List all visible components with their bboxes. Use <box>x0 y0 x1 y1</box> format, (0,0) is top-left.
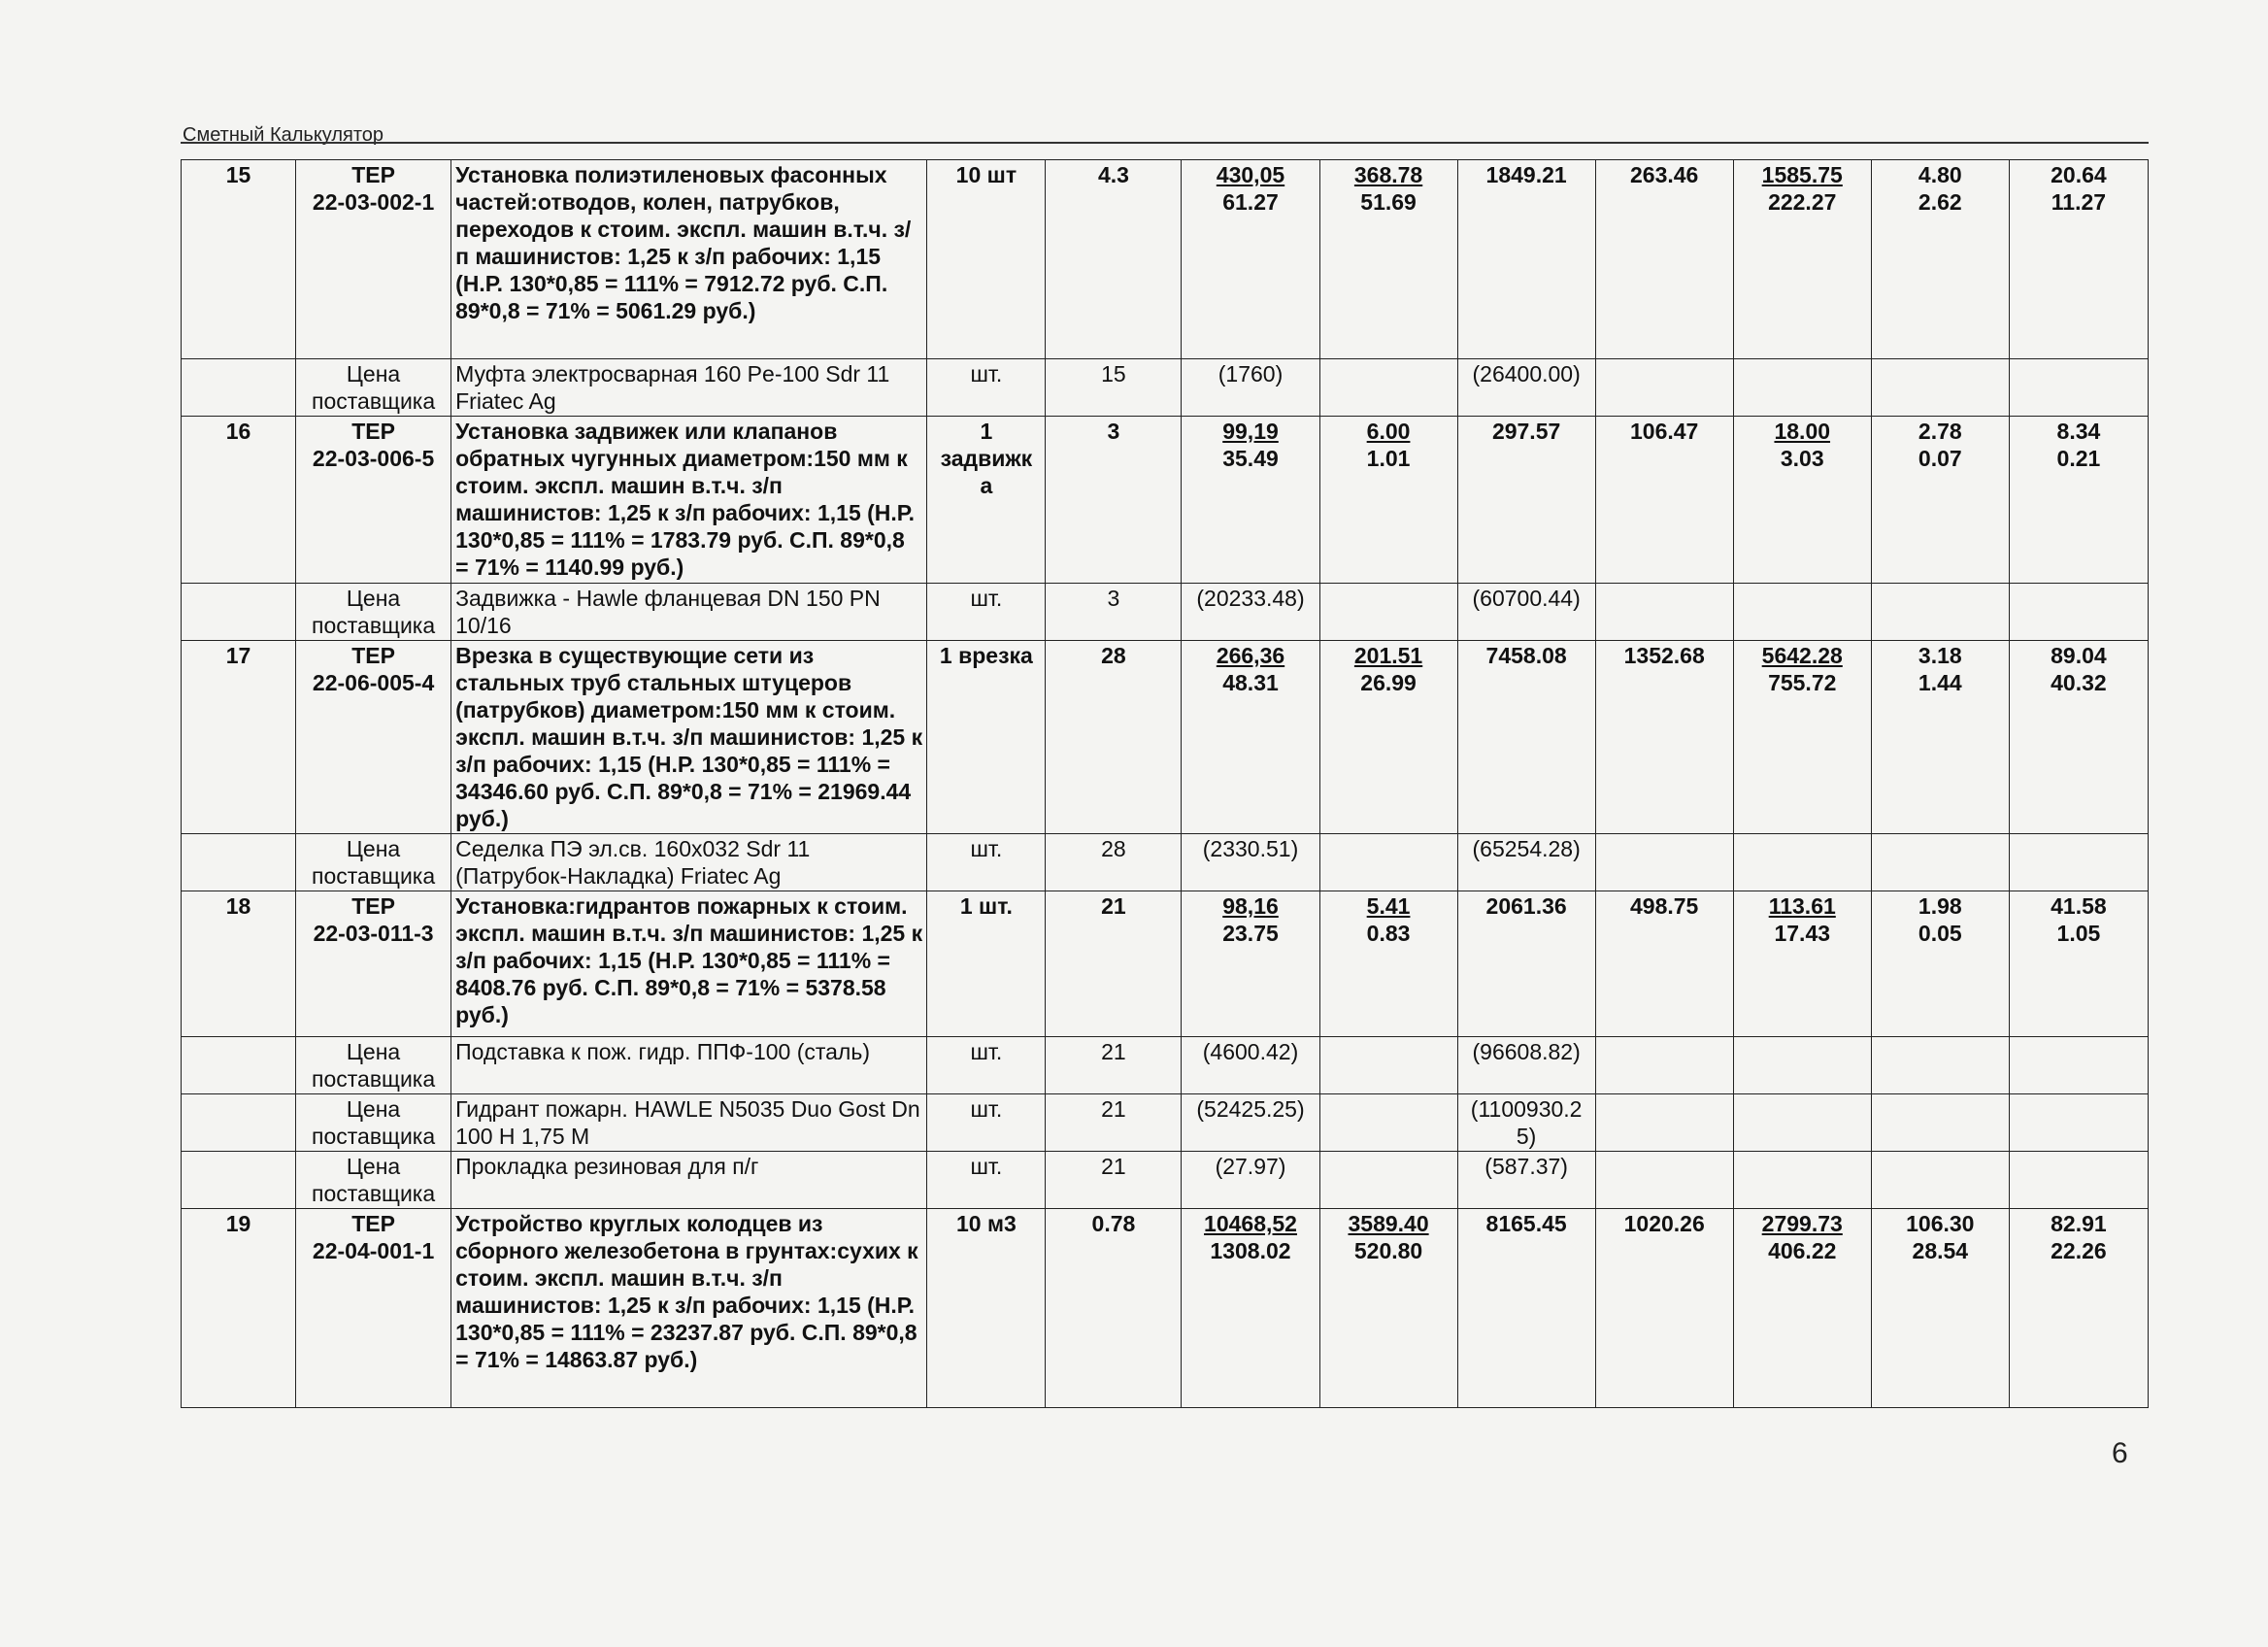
labor-total-cell <box>2009 1209 2148 1408</box>
estimate-item-row <box>182 1209 2149 1408</box>
empty-cell <box>1871 1037 2009 1094</box>
total-cost-cell: (587.37) <box>1457 1152 1595 1209</box>
empty-cell <box>1871 1152 2009 1209</box>
machine-cost-cell-bottom: 520.80 <box>1353 1238 1423 1263</box>
unit-price-cell: (27.97) <box>1182 1152 1319 1209</box>
machine-cost-cell-top: 5.41 <box>1366 893 1411 919</box>
unit-cell: 1 шт. <box>927 891 1046 1037</box>
labor-unit-cell-bottom: 0.05 <box>1918 921 1962 946</box>
empty-cell <box>1319 1094 1457 1152</box>
quantity-cell: 21 <box>1046 1037 1182 1094</box>
unit-price-cell: (2330.51) <box>1182 834 1319 891</box>
empty-cell <box>1595 584 1733 641</box>
item-description-cell: Гидрант пожарн. HAWLE N5035 Duo Gost Dn 100 H 1,75 M <box>451 1094 927 1152</box>
machine-total-cell-bottom: 3.03 <box>1780 446 1824 471</box>
unit-price-cell: (52425.25) <box>1182 1094 1319 1152</box>
item-description-cell: Подставка к пож. гидр. ППФ-100 (сталь) <box>451 1037 927 1094</box>
machine-total-cell <box>1733 417 1871 584</box>
total-cost-cell: (60700.44) <box>1457 584 1595 641</box>
machine-cost-cell <box>1319 417 1457 584</box>
machine-cost-cell <box>1319 641 1457 834</box>
unit-price-cell: (4600.42) <box>1182 1037 1319 1094</box>
quantity-cell: 3 <box>1046 584 1182 641</box>
wages-cell: 498.75 <box>1595 891 1733 1037</box>
machine-cost-cell-bottom: 26.99 <box>1360 670 1417 695</box>
wages-cell: 263.46 <box>1595 160 1733 359</box>
rate-code-cell: ТЕР 22-03-011-3 <box>296 891 451 1037</box>
labor-unit-cell <box>1871 160 2009 359</box>
unit-cost-cell-bottom: 23.75 <box>1222 921 1279 946</box>
item-description-cell: Устройство круглых колодцев из сборного железобетона в грунтах:сухих к стоим. экспл. машин в.т.ч. з/п машинистов: 1,25 к з/п рабочих: 1,15 (Н.Р. 130*0,85 = 111% = 23237.87 руб. С.П. 89*0,8 = 71% = 14863.87 руб.) <box>451 1209 927 1408</box>
machine-total-cell-top: 2799.73 <box>1761 1211 1843 1236</box>
estimate-item-row <box>182 641 2149 834</box>
quantity-cell: 15 <box>1046 359 1182 417</box>
supplier-price-row <box>182 1094 2149 1152</box>
unit-cost-cell-top: 10468,52 <box>1204 1211 1297 1236</box>
supplier-price-row <box>182 1037 2149 1094</box>
labor-total-cell-bottom: 22.26 <box>2051 1238 2107 1263</box>
empty-cell <box>1595 834 1733 891</box>
item-description-cell: Установка задвижек или клапанов обратных чугунных диаметром:150 мм к стоим. экспл. машин в.т.ч. з/п машинистов: 1,25 к з/п рабочих: 1,15 (Н.Р. 130*0,85 = 111% = 1783.79 руб. С.П. 89*0,8 = 71% = 1140.99 руб.) <box>451 417 927 584</box>
total-cost-cell: 2061.36 <box>1457 891 1595 1037</box>
unit-cell: шт. <box>927 359 1046 417</box>
unit-price-cell: (20233.48) <box>1182 584 1319 641</box>
machine-cost-cell <box>1319 1209 1457 1408</box>
unit-cell: шт. <box>927 1094 1046 1152</box>
machine-total-cell-bottom: 17.43 <box>1774 921 1831 946</box>
row-number-cell <box>182 834 296 891</box>
empty-cell <box>1319 1152 1457 1209</box>
row-number-cell <box>182 1152 296 1209</box>
labor-unit-cell-top: 3.18 <box>1918 643 1962 668</box>
labor-unit-cell-top: 106.30 <box>1906 1211 1975 1236</box>
unit-cell: 10 шт <box>927 160 1046 359</box>
estimate-table <box>181 159 2149 1408</box>
quantity-cell: 21 <box>1046 891 1182 1037</box>
machine-total-cell-top: 18.00 <box>1774 419 1831 444</box>
unit-cell: шт. <box>927 834 1046 891</box>
unit-cost-cell <box>1182 641 1319 834</box>
empty-cell <box>1871 359 2009 417</box>
labor-total-cell <box>2009 641 2148 834</box>
labor-unit-cell-top: 4.80 <box>1918 162 1962 187</box>
rate-code-cell: ТЕР 22-06-005-4 <box>296 641 451 834</box>
wages-cell: 1020.26 <box>1595 1209 1733 1408</box>
total-cost-cell: 1849.21 <box>1457 160 1595 359</box>
unit-cost-cell-top: 430,05 <box>1216 162 1285 187</box>
rate-code-cell: Цена поставщика <box>296 1094 451 1152</box>
empty-cell <box>2009 1152 2148 1209</box>
labor-unit-cell-bottom: 1.44 <box>1918 670 1962 695</box>
rate-code-cell: Цена поставщика <box>296 359 451 417</box>
rate-code-cell: ТЕР 22-04-001-1 <box>296 1209 451 1408</box>
machine-cost-cell-bottom: 0.83 <box>1366 921 1411 946</box>
quantity-cell: 21 <box>1046 1094 1182 1152</box>
total-cost-cell: 297.57 <box>1457 417 1595 584</box>
quantity-cell: 4.3 <box>1046 160 1182 359</box>
machine-total-cell-bottom: 406.22 <box>1768 1238 1837 1263</box>
labor-unit-cell <box>1871 641 2009 834</box>
unit-cost-cell-top: 99,19 <box>1222 419 1279 444</box>
labor-total-cell-bottom: 11.27 <box>2051 189 2107 215</box>
supplier-price-row <box>182 1152 2149 1209</box>
row-number-cell <box>182 584 296 641</box>
row-number-cell: 18 <box>182 891 296 1037</box>
wages-cell: 106.47 <box>1595 417 1733 584</box>
page-number: 6 <box>2112 1437 2128 1469</box>
empty-cell <box>1319 359 1457 417</box>
unit-cost-cell-bottom: 48.31 <box>1222 670 1279 695</box>
empty-cell <box>2009 834 2148 891</box>
empty-cell <box>1733 584 1871 641</box>
machine-total-cell-bottom: 755.72 <box>1768 670 1837 695</box>
machine-cost-cell-top: 6.00 <box>1366 419 1411 444</box>
empty-cell <box>1733 1094 1871 1152</box>
unit-price-cell: (1760) <box>1182 359 1319 417</box>
total-cost-cell: 7458.08 <box>1457 641 1595 834</box>
unit-cost-cell <box>1182 417 1319 584</box>
labor-total-cell-top: 8.34 <box>2056 419 2101 444</box>
unit-cost-cell-top: 98,16 <box>1222 893 1279 919</box>
labor-total-cell <box>2009 160 2148 359</box>
rate-code-cell: ТЕР 22-03-002-1 <box>296 160 451 359</box>
unit-cost-cell-bottom: 61.27 <box>1222 189 1279 215</box>
item-description-cell: Задвижка - Hawle фланцевая DN 150 PN 10/16 <box>451 584 927 641</box>
empty-cell <box>1595 1037 1733 1094</box>
labor-unit-cell-bottom: 2.62 <box>1918 189 1962 215</box>
machine-total-cell <box>1733 160 1871 359</box>
estimate-item-row <box>182 891 2149 1037</box>
unit-cell: шт. <box>927 584 1046 641</box>
supplier-price-row <box>182 834 2149 891</box>
machine-total-cell <box>1733 641 1871 834</box>
unit-cost-cell <box>1182 891 1319 1037</box>
total-cost-cell: (96608.82) <box>1457 1037 1595 1094</box>
row-number-cell: 16 <box>182 417 296 584</box>
total-cost-cell: (26400.00) <box>1457 359 1595 417</box>
labor-unit-cell <box>1871 891 2009 1037</box>
labor-total-cell-top: 89.04 <box>2051 643 2107 668</box>
unit-cost-cell-bottom: 35.49 <box>1222 446 1279 471</box>
page-header-title: Сметный Калькулятор <box>183 124 384 146</box>
labor-total-cell-bottom: 40.32 <box>2051 670 2107 695</box>
machine-total-cell-top: 5642.28 <box>1761 643 1843 668</box>
empty-cell <box>1871 834 2009 891</box>
rate-code-cell: ТЕР 22-03-006-5 <box>296 417 451 584</box>
row-number-cell <box>182 359 296 417</box>
machine-cost-cell <box>1319 891 1457 1037</box>
estimate-table-body <box>182 160 2149 1408</box>
labor-total-cell-bottom: 1.05 <box>2056 921 2101 946</box>
empty-cell <box>1733 834 1871 891</box>
quantity-cell: 0.78 <box>1046 1209 1182 1408</box>
labor-unit-cell-bottom: 28.54 <box>1912 1238 1969 1263</box>
machine-total-cell <box>1733 891 1871 1037</box>
row-number-cell: 17 <box>182 641 296 834</box>
labor-total-cell <box>2009 417 2148 584</box>
unit-cost-cell-top: 266,36 <box>1216 643 1285 668</box>
estimate-item-row <box>182 417 2149 584</box>
rate-code-cell: Цена поставщика <box>296 584 451 641</box>
rate-code-cell: Цена поставщика <box>296 1037 451 1094</box>
labor-unit-cell <box>1871 417 2009 584</box>
empty-cell <box>1733 1037 1871 1094</box>
machine-total-cell-top: 113.61 <box>1768 893 1836 919</box>
total-cost-cell: (65254.28) <box>1457 834 1595 891</box>
empty-cell <box>2009 1037 2148 1094</box>
labor-total-cell-top: 82.91 <box>2051 1211 2107 1236</box>
empty-cell <box>1595 1094 1733 1152</box>
machine-total-cell-top: 1585.75 <box>1761 162 1843 187</box>
labor-total-cell-bottom: 0.21 <box>2056 446 2101 471</box>
header-divider <box>181 142 2149 144</box>
empty-cell <box>2009 359 2148 417</box>
labor-total-cell-top: 41.58 <box>2051 893 2107 919</box>
row-number-cell <box>182 1037 296 1094</box>
unit-cell: 1 врезка <box>927 641 1046 834</box>
item-description-cell: Муфта электросварная 160 Pe-100 Sdr 11 Friatec Ag <box>451 359 927 417</box>
labor-unit-cell-bottom: 0.07 <box>1918 446 1962 471</box>
item-description-cell: Седелка ПЭ эл.св. 160х032 Sdr 11 (Патрубок-Накладка) Friatec Ag <box>451 834 927 891</box>
wages-cell: 1352.68 <box>1595 641 1733 834</box>
quantity-cell: 3 <box>1046 417 1182 584</box>
empty-cell <box>1595 1152 1733 1209</box>
machine-total-cell <box>1733 1209 1871 1408</box>
machine-cost-cell-top: 3589.40 <box>1348 1211 1429 1236</box>
machine-cost-cell-bottom: 1.01 <box>1366 446 1411 471</box>
unit-cell: шт. <box>927 1037 1046 1094</box>
labor-unit-cell <box>1871 1209 2009 1408</box>
row-number-cell: 15 <box>182 160 296 359</box>
total-cost-cell: 8165.45 <box>1457 1209 1595 1408</box>
labor-total-cell <box>2009 891 2148 1037</box>
row-number-cell: 19 <box>182 1209 296 1408</box>
unit-cost-cell-bottom: 1308.02 <box>1210 1238 1291 1263</box>
rate-code-cell: Цена поставщика <box>296 834 451 891</box>
total-cost-cell: (1100930.2 5) <box>1457 1094 1595 1152</box>
empty-cell <box>1319 834 1457 891</box>
unit-cell: шт. <box>927 1152 1046 1209</box>
labor-unit-cell-top: 2.78 <box>1918 419 1962 444</box>
empty-cell <box>2009 584 2148 641</box>
rate-code-cell: Цена поставщика <box>296 1152 451 1209</box>
item-description-cell: Установка:гидрантов пожарных к стоим. экспл. машин в.т.ч. з/п машинистов: 1,25 к з/п рабочих: 1,15 (Н.Р. 130*0,85 = 111% = 8408.76 руб. С.П. 89*0,8 = 71% = 5378.58 руб.) <box>451 891 927 1037</box>
machine-cost-cell <box>1319 160 1457 359</box>
empty-cell <box>1595 359 1733 417</box>
supplier-price-row <box>182 584 2149 641</box>
empty-cell <box>1733 1152 1871 1209</box>
unit-cost-cell <box>1182 1209 1319 1408</box>
item-description-cell: Установка полиэтиленовых фасонных частей:отводов, колен, патрубков, переходов к стоим. экспл. машин в.т.ч. з/п машинистов: 1,25 к з/п рабочих: 1,15 (Н.Р. 130*0,85 = 111% = 7912.72 руб. С.П. 89*0,8 = 71% = 5061.29 руб.) <box>451 160 927 359</box>
item-description-cell: Прокладка резиновая для п/г <box>451 1152 927 1209</box>
machine-cost-cell-top: 201.51 <box>1353 643 1423 668</box>
item-description-cell: Врезка в существующие сети из стальных труб стальных штуцеров (патрубков) диаметром:150 мм к стоим. экспл. машин в.т.ч. з/п машинистов: 1,25 к з/п рабочих: 1,15 (Н.Р. 130*0,85 = 111% = 34346.60 руб. С.П. 89*0,8 = 71% = 21969.44 руб.) <box>451 641 927 834</box>
unit-cell: 1 задвижк а <box>927 417 1046 584</box>
empty-cell <box>2009 1094 2148 1152</box>
labor-total-cell-top: 20.64 <box>2051 162 2107 187</box>
empty-cell <box>1733 359 1871 417</box>
labor-unit-cell-top: 1.98 <box>1918 893 1962 919</box>
supplier-price-row <box>182 359 2149 417</box>
machine-cost-cell-top: 368.78 <box>1353 162 1423 187</box>
empty-cell <box>1871 1094 2009 1152</box>
quantity-cell: 21 <box>1046 1152 1182 1209</box>
row-number-cell <box>182 1094 296 1152</box>
empty-cell <box>1319 1037 1457 1094</box>
empty-cell <box>1319 584 1457 641</box>
unit-cell: 10 м3 <box>927 1209 1046 1408</box>
estimate-item-row <box>182 160 2149 359</box>
machine-total-cell-bottom: 222.27 <box>1768 189 1837 215</box>
quantity-cell: 28 <box>1046 641 1182 834</box>
unit-cost-cell <box>1182 160 1319 359</box>
machine-cost-cell-bottom: 51.69 <box>1360 189 1417 215</box>
quantity-cell: 28 <box>1046 834 1182 891</box>
empty-cell <box>1871 584 2009 641</box>
